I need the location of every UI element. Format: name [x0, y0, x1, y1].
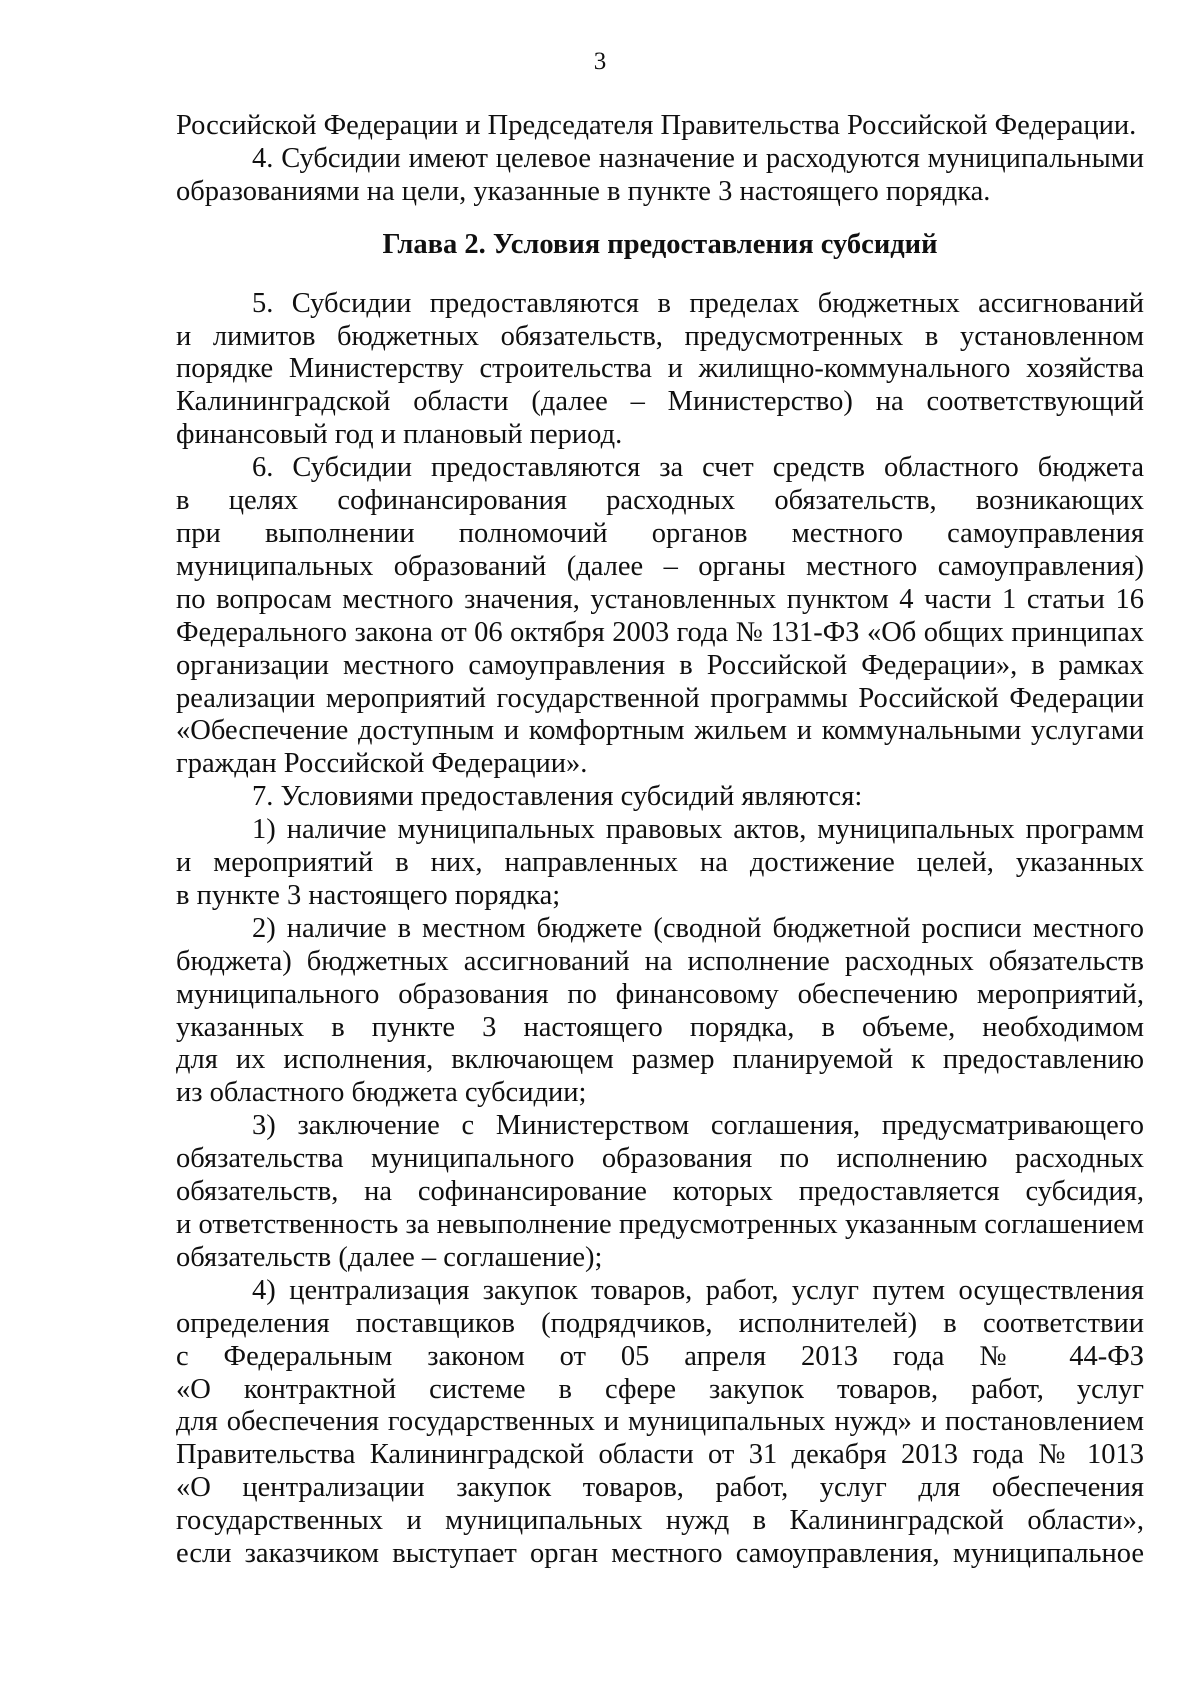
- text-line: указанных в пункте 3 настоящего порядка, в объеме, необходимом: [176, 1011, 1144, 1043]
- text-line: 3) заключение с Министерством соглашения, предусматривающего: [252, 1110, 1144, 1142]
- text-line: образованиями на цели, указанные в пункте 3 настоящего порядка.: [176, 175, 991, 207]
- text-line: «Обеспечение доступным и комфортным жильем и коммунальными услугами: [176, 715, 1144, 747]
- text-line: в пункте 3 настоящего порядка;: [176, 879, 561, 911]
- text-line: по вопросам местного значения, установленных пунктом 4 части 1 статьи 16: [176, 583, 1144, 615]
- text-line: и лимитов бюджетных обязательств, предусмотренных в установленном: [176, 320, 1144, 352]
- document-body: [176, 110, 1144, 1571]
- text-line: 5. Субсидии предоставляются в пределах бюджетных ассигнований: [252, 287, 1144, 319]
- text-line: с Федеральным законом от 05 апреля 2013 года № 44-ФЗ: [176, 1340, 1144, 1372]
- text-line: порядке Министерству строительства и жилищно-коммунального хозяйства: [176, 353, 1144, 385]
- text-line: для обеспечения государственных и муниципальных нужд» и постановлением: [176, 1406, 1144, 1438]
- text-line: муниципального образования по финансовому обеспечению мероприятий,: [176, 978, 1144, 1010]
- text-line: и ответственность за невыполнение предусмотренных указанным соглашением: [176, 1209, 1144, 1240]
- text-line: финансовый год и плановый период.: [176, 419, 623, 451]
- text-line: 4. Субсидии имеют целевое назначение и расходуются муниципальными: [252, 142, 1144, 174]
- text-line: 4) централизация закупок товаров, работ, услуг путем осуществления: [252, 1274, 1144, 1306]
- text-line: государственных и муниципальных нужд в Калининградской области»,: [176, 1505, 1144, 1537]
- text-line: граждан Российской Федерации».: [176, 748, 588, 780]
- text-line: муниципальных образований (далее – органы местного самоуправления): [176, 550, 1144, 582]
- text-line: 1) наличие муниципальных правовых актов, муниципальных программ: [252, 814, 1144, 846]
- text-line: Российской Федерации и Председателя Правительства Российской Федерации.: [176, 110, 1137, 141]
- text-line: если заказчиком выступает орган местного самоуправления, муниципальное: [176, 1538, 1144, 1570]
- text-line: обязательства муниципального образования по исполнению расходных: [176, 1143, 1144, 1175]
- text-line: 6. Субсидии предоставляются за счет средств областного бюджета: [252, 452, 1144, 484]
- text-line: бюджета) бюджетных ассигнований на исполнение расходных обязательств: [176, 945, 1144, 977]
- text-line: из областного бюджета субсидии;: [176, 1077, 587, 1109]
- text-line: для их исполнения, включающем размер планируемой к предоставлению: [176, 1044, 1144, 1076]
- text-line: обязательств, на софинансирование которых предоставляется субсидия,: [176, 1176, 1144, 1208]
- text-line: при выполнении полномочий органов местного самоуправления: [176, 517, 1144, 549]
- text-line: Федерального закона от 06 октября 2003 года № 131-ФЗ «Об общих принципах: [176, 616, 1144, 648]
- chapter-heading: Глава 2. Условия предоставления субсидий: [382, 228, 938, 260]
- text-line: 2) наличие в местном бюджете (сводной бюджетной росписи местного: [252, 912, 1144, 944]
- text-line: 7. Условиями предоставления субсидий являются:: [252, 781, 863, 813]
- text-line: организации местного самоуправления в Российской Федерации», в рамках: [176, 649, 1144, 681]
- text-line: «О централизации закупок товаров, работ, услуг для обеспечения: [176, 1472, 1144, 1504]
- intro-paragraphs: [176, 110, 1144, 209]
- text-line: реализации мероприятий государственной программы Российской Федерации: [176, 682, 1144, 714]
- text-line: обязательств (далее – соглашение);: [176, 1241, 603, 1273]
- text-line: и мероприятий в них, направленных на достижение целей, указанных: [176, 847, 1144, 879]
- text-line: Правительства Калининградской области от 31 декабря 2013 года № 1013: [176, 1439, 1144, 1471]
- chapter-paragraphs: [176, 288, 1144, 1571]
- page-number: 3: [593, 48, 607, 75]
- text-line: определения поставщиков (подрядчиков, исполнителей) в соответствии: [176, 1307, 1144, 1339]
- text-line: Калининградской области (далее – Министерство) на соответствующий: [176, 386, 1144, 418]
- text-line: в целях софинансирования расходных обязательств, возникающих: [176, 485, 1144, 517]
- text-line: «О контрактной системе в сфере закупок товаров, работ, услуг: [176, 1373, 1144, 1405]
